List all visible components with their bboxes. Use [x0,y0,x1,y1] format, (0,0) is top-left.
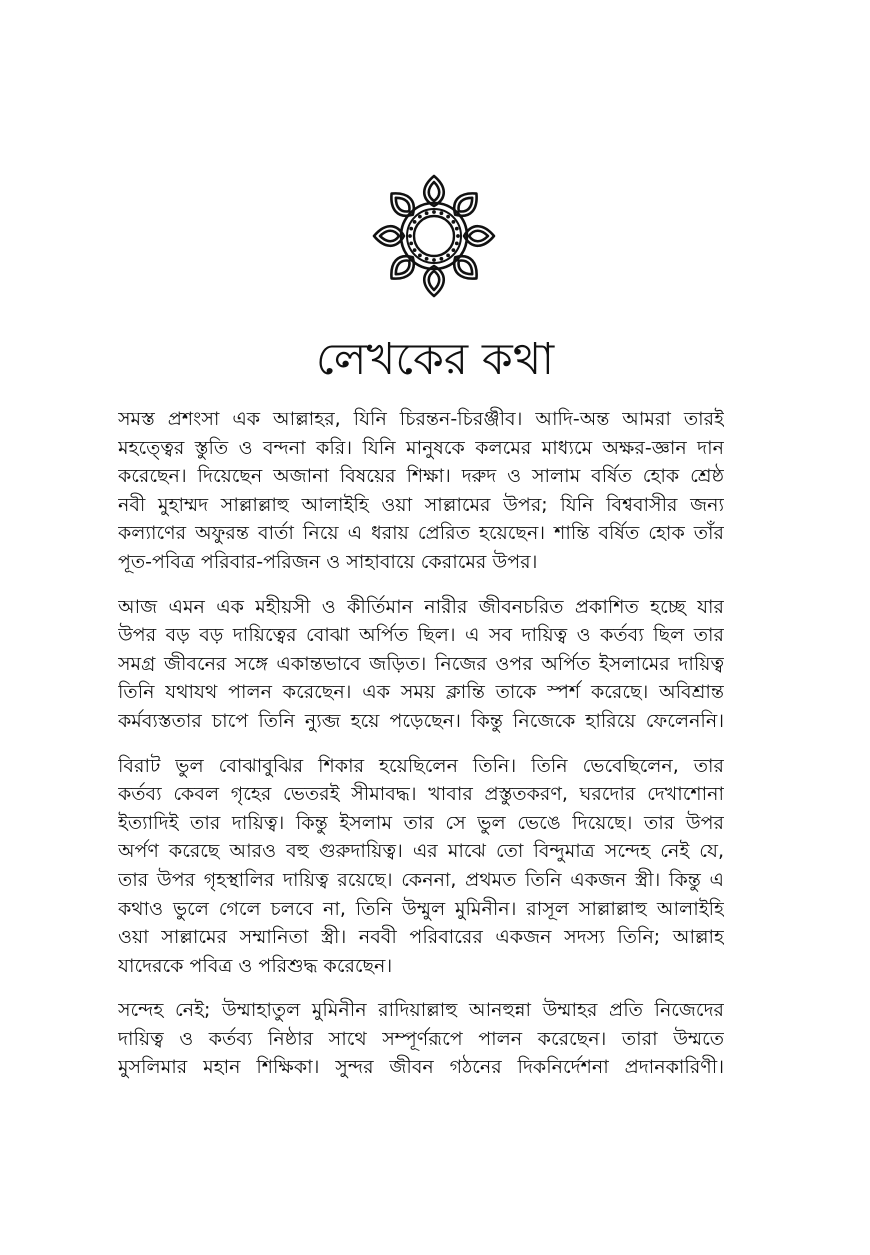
lotus-ornament-icon [370,172,498,300]
text-line: ওয়া সাল্লামের সম্মানিতা স্ত্রী। নববী পরিবারের একজন সদস্য তিনি; আল্লাহ [118,926,724,949]
text-line: সমস্ত প্রশংসা এক আল্লাহর, যিনি চিরন্তন-চিরঞ্জীব। আদি-অন্ত আমরা তারই [118,408,724,430]
text-line: দায়িত্ব ও কর্তব্য নিষ্ঠার সাথে সম্পূর্ণরূপে পালন করেছেন। তারা উম্মতে [118,1027,724,1050]
text-line: মুসলিমার মহান শিক্ষিকা। সুন্দর জীবন গঠনের দিকনির্দেশনা প্রদানকারিণী। [118,1056,724,1079]
text-line: অর্পণ করেছে আরও বহু গুরুদায়িত্ব। এর মাঝে তো বিন্দুমাত্র সন্দেহ নেই যে, [118,840,724,863]
text-line: তিনি যথাযথ পালন করেছেন। এক সময় ক্লান্তি তাকে স্পর্শ করেছে। অবিশ্রান্ত [118,681,724,704]
text-line: যাদেরকে পবিত্র ও পরিশুদ্ধ করেছেন। [118,954,393,977]
text-line: তার উপর গৃহস্থালির দায়িত্ব রয়েছে। কেননা, প্রথমত তিনি একজন স্ত্রী। কিন্তু এ [118,868,724,891]
text-line: আজ এমন এক মহীয়সী ও কীর্তিমান নারীর জীবনচরিত প্রকাশিত হচ্ছে যার [118,595,724,618]
paragraph-1 [118,405,724,577]
text-line: কর্মব্যস্ততার চাপে তিনি ন্যুব্জ হয়ে পড়েছেন। কিন্তু নিজেকে হারিয়ে ফেলেননি। [118,709,724,732]
page-title: লেখকের কথা [315,334,555,385]
paragraph-4 [118,996,724,1082]
text-line: কথাও ভুলে গেলে চলবে না, তিনি উম্মুল মুমিনীন। রাসূল সাল্লাল্লাহু আলাইহি [118,897,724,920]
text-line: বিরাট ভুল বোঝাবুঝির শিকার হয়েছিলেন তিনি। তিনি ভেবেছিলেন, তার [118,754,724,777]
text-line: উপর বড় বড় দায়িত্বের বোঝা অর্পিত ছিল। এ সব দায়িত্ব ও কর্তব্য ছিল তার [118,624,724,647]
text-line: সন্দেহ নেই; উম্মাহাতুল মুমিনীন রাদিয়াল্লাহু আনহুন্না উম্মাহর প্রতি নিজেদের [118,999,724,1022]
paragraph-3 [118,752,724,981]
body-text [118,405,724,1098]
text-line: সমগ্র জীবনের সঙ্গে একান্তভাবে জড়িত। নিজের ওপর অর্পিত ইসলামের দায়িত্ব [118,652,724,675]
text-line: কর্তব্য কেবল গৃহের ভেতরই সীমাবদ্ধ। খাবার প্রস্তুতকরণ, ঘরদোর দেখাশোনা [118,783,724,806]
text-line: নবী মুহাম্মদ সাল্লাল্লাহু আলাইহি ওয়া সাল্লামের উপর; যিনি বিশ্ববাসীর জন্য [118,493,724,516]
text-line: কল্যাণের অফুরন্ত বার্তা নিয়ে এ ধরায় প্রেরিত হয়েছেন। শান্তি বর্ষিত হোক তাঁর [118,522,724,545]
text-line: পূত-পবিত্র পরিবার-পরিজন ও সাহাবায়ে কেরামের উপর। [118,550,538,573]
text-line: মহত্ত্বের স্তুতি ও বন্দনা করি। যিনি মানুষকে কলমের মাধ্যমে অক্ষর-জ্ঞান দান [118,436,724,459]
paragraph-2 [118,593,724,736]
text-line: ইত্যাদিই তার দায়িত্ব। কিন্তু ইসলাম তার সে ভুল ভেঙে দিয়েছে। তার উপর [118,811,724,834]
text-line: করেছেন। দিয়েছেন অজানা বিষয়ের শিক্ষা। দরুদ ও সালাম বর্ষিত হোক শ্রেষ্ঠ [118,465,724,488]
